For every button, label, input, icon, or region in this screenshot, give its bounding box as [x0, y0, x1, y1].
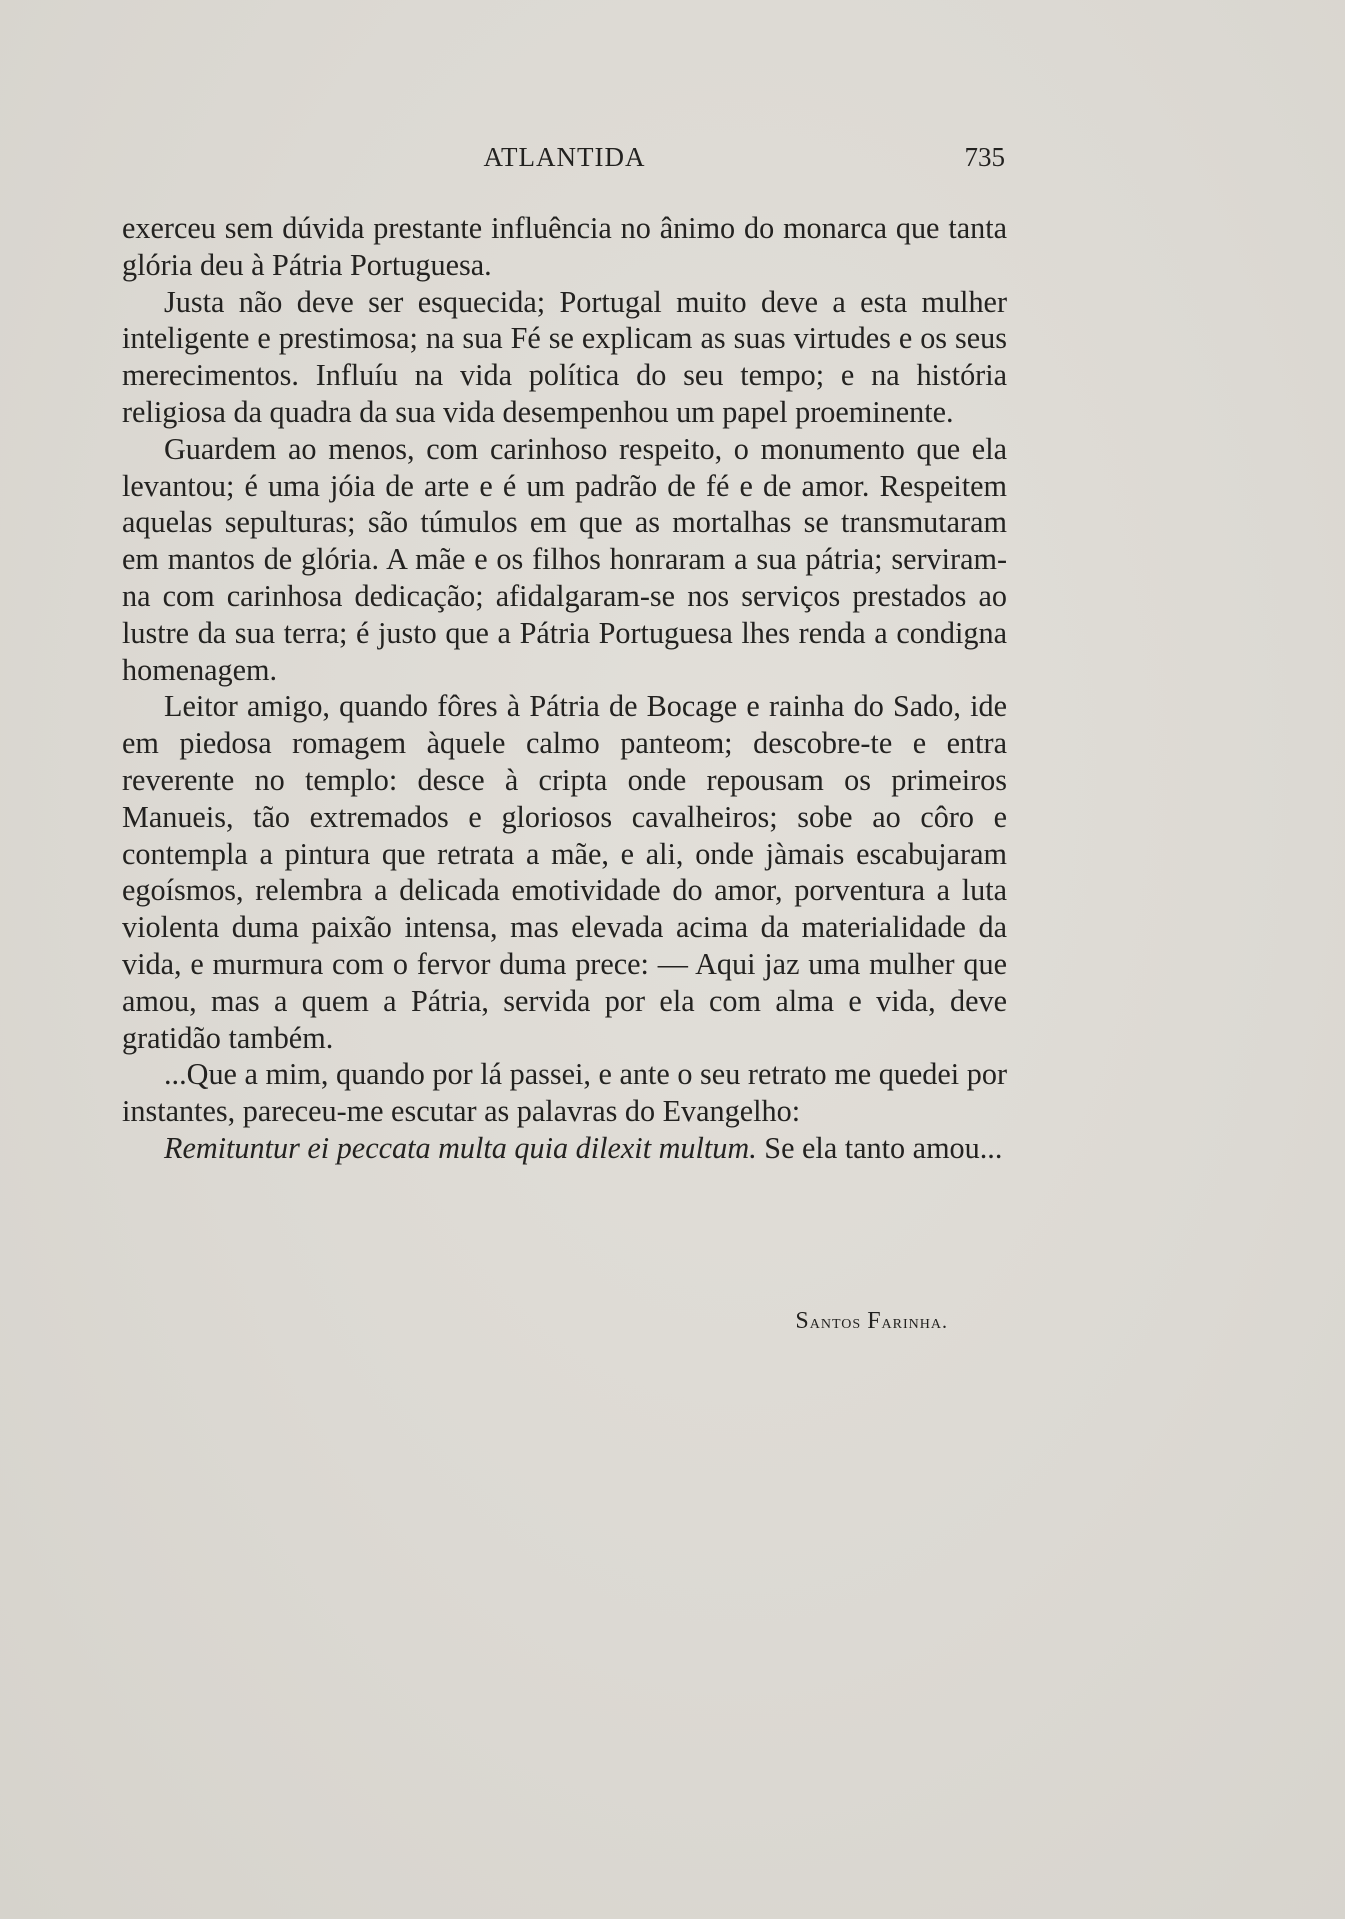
closing-text: Se ela tanto amou... [756, 1130, 1003, 1165]
paragraph-continuation: exerceu sem dúvida prestante influência no ânimo do monarca que tanta glória deu à Pátria Portuguesa. [122, 211, 1007, 282]
paragraph: Guardem ao menos, com carinhoso respeito, o monumento que ela levantou; é uma jóia de arte e é um padrão de fé e de amor. Respeitem aquelas sepulturas; são túmulos em que as mortalhas se transmutaram em mantos de glória. A mãe e os filhos honraram a sua pátria; serviram-na com carinhosa dedicação; afidalgaram-se nos serviços prestados ao lustre da sua terra; é justo que a Pátria Portuguesa lhes renda a condigna homenagem. [122, 431, 1007, 687]
running-head [122, 142, 1007, 182]
running-title: ATLANTIDA [483, 142, 646, 172]
signature-initial: F [867, 1308, 882, 1334]
page-number: 735 [964, 142, 1005, 172]
signature-text: arinha. [881, 1311, 948, 1333]
signature-text: antos [809, 1311, 862, 1333]
latin-quote: Remituntur ei peccata multa quia dilexit multum. [164, 1130, 757, 1165]
paragraph: Justa não deve ser esquecida; Portugal muito deve a esta mulher inteligente e prestimosa; na sua Fé se explicam as suas virtudes e os seus merecimentos. Influíu na vida política do seu tempo; e na história religiosa da quadra da sua vida desempenhou um papel proeminente. [122, 284, 1007, 429]
paragraph: Leitor amigo, quando fôres à Pátria de Bocage e rainha do Sado, ide em piedosa romagem àquele calmo panteom; descobre-te e entra reverente no templo: desce à cripta onde repousam os primeiros Manueis, tão extremados e gloriosos cavalheiros; sobe ao côro e contempla a pintura que retrata a mãe, e ali, onde jàmais escabujaram egoísmos, relembra a delicada emotividade do amor, porventura a luta violenta duma paixão intensa, mas elevada acima da materialidade da vida, e murmura com o fervor duma prece: — Aqui jaz uma mulher que amou, mas a quem a Pátria, servida por ela com alma e vida, deve gratidão também. [122, 689, 1007, 1055]
signature-initial: S [795, 1308, 810, 1334]
body-text [122, 210, 1007, 1167]
author-signature [795, 1308, 948, 1335]
paragraph: ...Que a mim, quando por lá passei, e ante o seu retrato me quedei por instantes, pareceu-me escutar as palavras do Evangelho: [122, 1057, 1007, 1129]
closing-paragraph [122, 1130, 1007, 1167]
